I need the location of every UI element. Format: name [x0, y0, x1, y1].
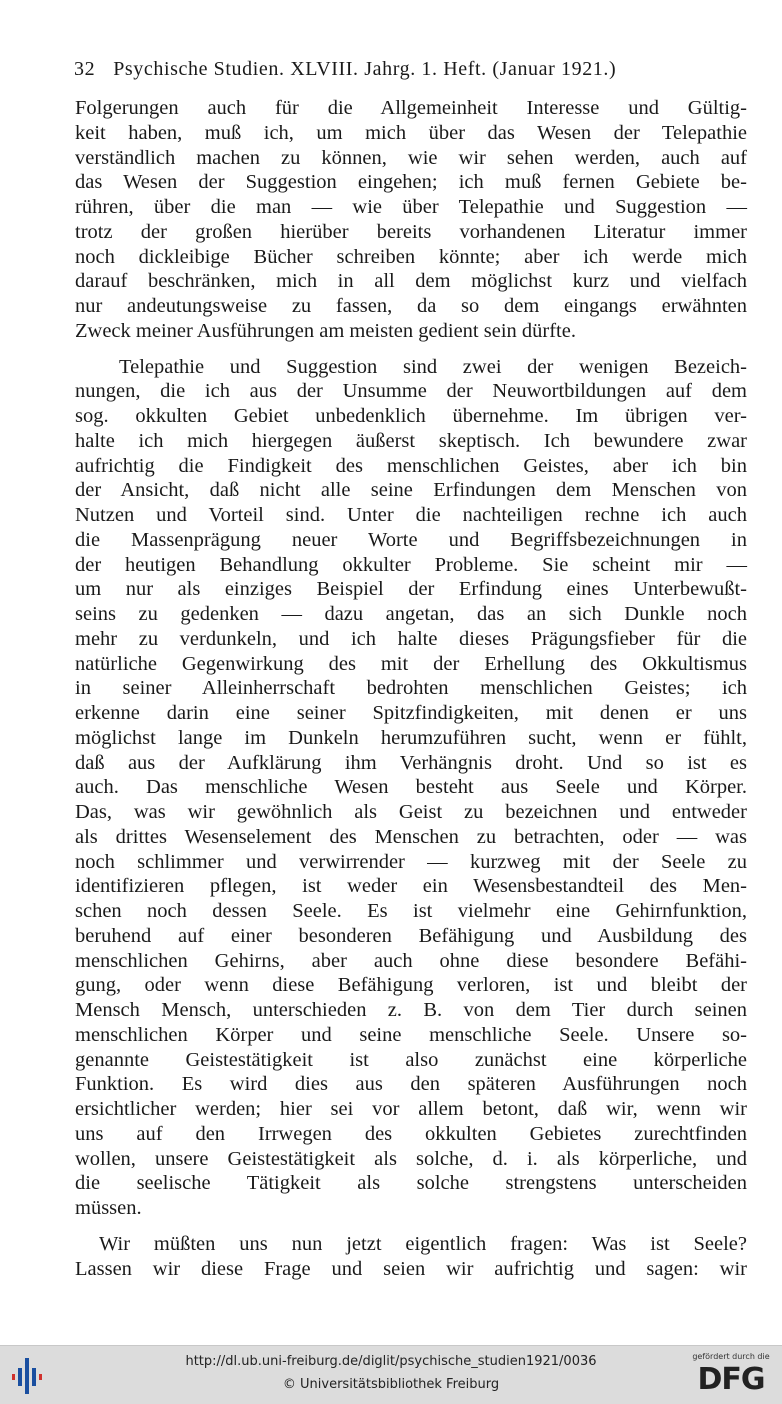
text-line: die Massenprägung neuer Worte und Begriffsbezeichnungen in	[75, 528, 747, 551]
text-line: mehr zu verdunkeln, und ich halte dieses Prägungsfieber für die	[75, 627, 747, 650]
text-line: daß aus der Aufklärung ihm Verhängnis droht. Und so ist es	[75, 751, 747, 774]
text-line: darauf beschränken, mich in all dem möglichst kurz und vielfach	[75, 270, 747, 293]
text-line: trotz der großen hierüber bereits vorhandenen Literatur immer	[75, 220, 747, 243]
text-line: das Wesen der Suggestion eingehen; ich muß fernen Gebiete be-	[75, 171, 747, 194]
text-line: nungen, die ich aus der Unsumme der Neuwortbildungen auf dem	[75, 380, 747, 403]
running-title: Psychische Studien. XLVIII. Jahrg. 1. Heft. (Januar 1921.)	[113, 58, 617, 80]
text-line: Das, was wir gewöhnlich als Geist zu bezeichnen und entweder	[75, 801, 747, 823]
text-line: identifizieren pflegen, ist weder ein Wesensbestandteil des Men-	[75, 875, 747, 898]
dfg-logo	[690, 1352, 772, 1400]
text-line: noch dickleibige Bücher schreiben könnte; aber ich werde mich	[75, 245, 747, 268]
text-line: verständlich machen zu können, wie wir sehen werden, auch auf	[75, 146, 747, 169]
text-line: der Ansicht, daß nicht alle seine Erfindungen dem Menschen von	[75, 479, 747, 502]
text-line: beruhend auf einer besonderen Befähigung und Ausbildung des	[75, 924, 747, 947]
text-line: schen noch dessen Seele. Es ist vielmehr eine Gehirnfunktion,	[75, 900, 747, 922]
copyright-notice: © Universitätsbibliothek Freiburg	[282, 1377, 500, 1392]
text-line: nur andeutungsweise zu fassen, da so dem eingangs erwähnten	[75, 295, 747, 317]
text-line: gung, oder wenn diese Befähigung verloren, ist und bleibt der	[75, 974, 747, 997]
text-line: wollen, unsere Geistestätigkeit als solche, d. i. als körperliche, und	[75, 1147, 747, 1170]
text-line: erkenne darin eine seiner Spitzfindigkeiten, mit denen er uns	[75, 702, 747, 724]
body-text	[75, 96, 747, 1281]
text-line: Folgerungen auch für die Allgemeinheit Interesse und Gültig-	[75, 97, 747, 119]
text-line: als drittes Wesenselement des Menschen zu betrachten, oder — was	[75, 825, 747, 848]
viewer-footer	[0, 1345, 782, 1404]
text-line: halte ich mich hiergegen äußerst skeptisch. Ich bewundere zwar	[75, 429, 747, 452]
text-line: Nutzen und Vorteil sind. Unter die nachteiligen rechne ich auch	[75, 504, 747, 526]
text-line: müssen.	[75, 1197, 142, 1219]
dfg-caption: gefördert durch die	[692, 1352, 770, 1361]
text-line: auch. Das menschliche Wesen besteht aus Seele und Körper.	[75, 776, 747, 799]
text-line: rühren, über die man — wie über Telepathie und Suggestion —	[75, 196, 747, 218]
text-line: keit haben, muß ich, um mich über das Wesen der Telepathie	[75, 121, 747, 144]
dfg-wordmark: DFG	[697, 1362, 765, 1397]
running-header	[74, 58, 714, 81]
text-line: ersichtlicher werden; hier sei vor allem betont, daß wir, wenn wir	[75, 1098, 747, 1120]
text-line: möglichst lange im Dunkeln herumzuführen sucht, wenn er fühlt,	[75, 726, 747, 749]
text-line: seins zu gedenken — dazu angetan, das an sich Dunkle noch	[75, 603, 747, 625]
text-line: sog. okkulten Gebiet unbedenklich übernehme. Im übrigen ver-	[75, 405, 747, 427]
text-line: uns auf den Irrwegen des okkulten Gebietes zurechtfinden	[75, 1122, 747, 1145]
text-line: genannte Geistestätigkeit ist also zunächst eine körperliche	[75, 1048, 747, 1071]
text-line: Wir müßten uns nun jetzt eigentlich fragen: Was ist Seele?	[99, 1232, 747, 1255]
page-number: 32	[74, 58, 96, 80]
text-line: um nur als einziges Beispiel der Erfindung eines Unterbewußt-	[75, 578, 747, 601]
text-line: Lassen wir diese Frage und seien wir aufrichtig und sagen: wir	[75, 1257, 747, 1280]
text-line: Funktion. Es wird dies aus den späteren Ausführungen noch	[75, 1073, 747, 1096]
text-line: noch schlimmer und verwirrender — kurzweg mit der Seele zu	[75, 850, 747, 873]
text-line: in seiner Alleinherrschaft bedrohten menschlichen Geistes; ich	[75, 677, 747, 700]
document-url-link[interactable]: http://dl.ub.uni-freiburg.de/diglit/psychische_studien1921/0036	[185, 1354, 597, 1369]
text-line: Zweck meiner Ausführungen am meisten gedient sein dürfte.	[75, 319, 576, 342]
text-line: die seelische Tätigkeit als solche strengstens unterscheiden	[75, 1172, 747, 1195]
text-line: natürliche Gegenwirkung des mit der Erhellung des Okkultismus	[75, 652, 747, 675]
text-line: menschlichen Körper und seine menschliche Seele. Unsere so-	[75, 1023, 747, 1046]
text-line: aufrichtig die Findigkeit des menschlichen Geistes, aber ich bin	[75, 454, 747, 477]
text-line: Mensch Mensch, unterschieden z. B. von dem Tier durch seinen	[75, 999, 747, 1021]
text-line: menschlichen Gehirns, aber auch ohne diese besondere Befähi-	[75, 949, 747, 972]
text-line: Telepathie und Suggestion sind zwei der wenigen Bezeich-	[119, 355, 747, 378]
text-line: der heutigen Behandlung okkulter Probleme. Sie scheint mir —	[75, 553, 747, 576]
